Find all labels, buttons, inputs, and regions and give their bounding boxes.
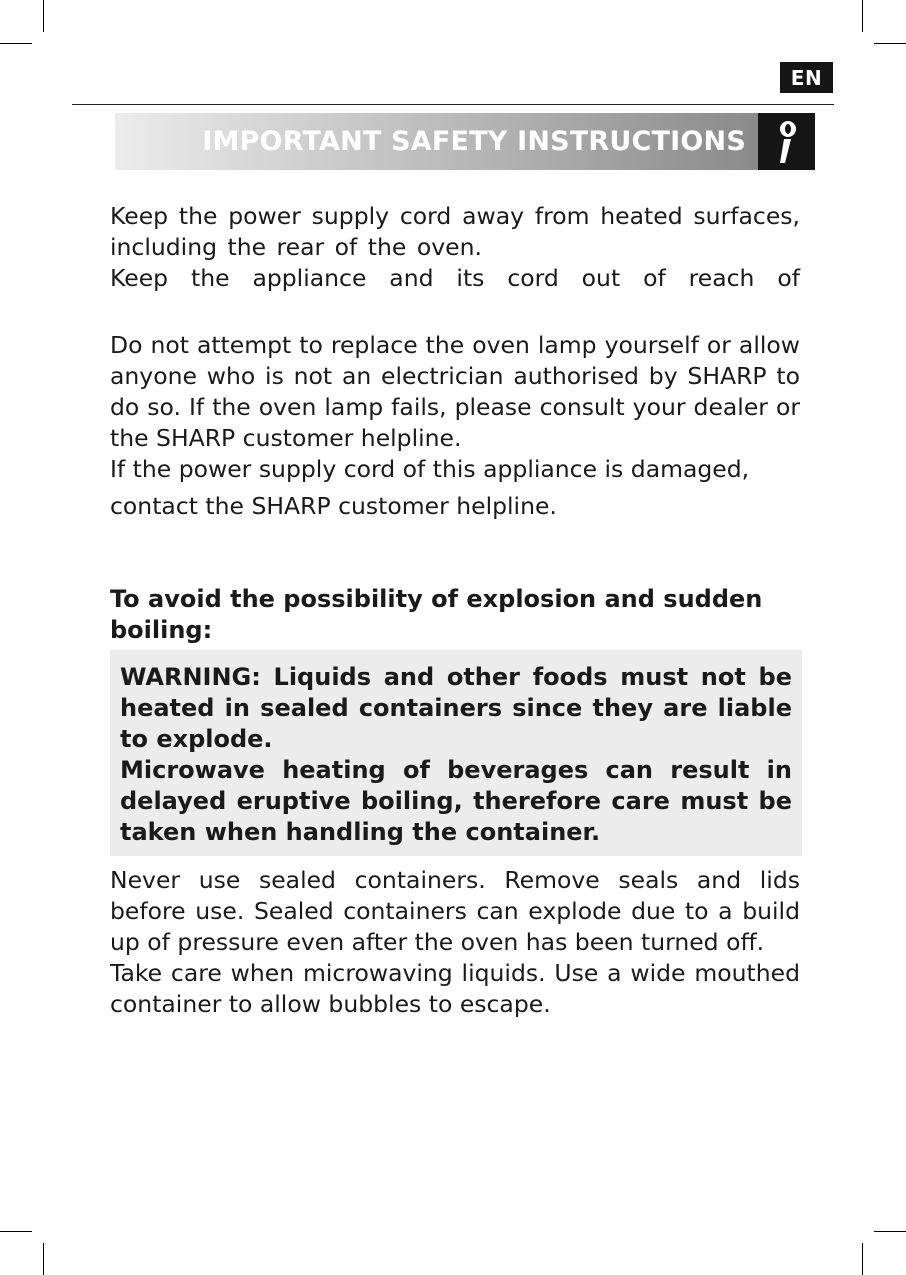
header-divider	[72, 104, 834, 105]
crop-mark-top-left-h	[0, 43, 32, 44]
crop-mark-bottom-left-h	[0, 1231, 32, 1232]
section-banner	[115, 113, 758, 170]
cord-safety-block	[110, 201, 800, 294]
info-icon-glyph	[772, 119, 802, 165]
crop-mark-top-right-v	[862, 0, 863, 32]
warning-eruptive-boiling: Microwave heating of beverages can result in delayed eruptive boiling, therefore care must be taken when handling the container.	[120, 756, 792, 846]
language-badge: EN	[780, 62, 833, 93]
paragraph-oven-lamp: Do not attempt to replace the oven lamp yourself or allow anyone who is not an electrician authorised by SHARP to do so. If the oven lamp fails, please consult your dealer or the SHARP customer helpline.	[110, 331, 800, 452]
container-safety-block	[110, 865, 800, 1020]
warning-sealed-containers: WARNING: Liquids and other foods must not be heated in sealed containers since they are liable to explode.	[120, 663, 792, 753]
section-title: IMPORTANT SAFETY INSTRUCTIONS	[202, 126, 746, 157]
explosion-heading: To avoid the possibility of explosion and sudden boiling:	[110, 585, 763, 644]
warning-box	[110, 650, 802, 856]
crop-mark-top-right-h	[874, 43, 906, 44]
crop-mark-bottom-left-v	[43, 1243, 44, 1275]
paragraph-out-of-reach: Keep the appliance and its cord out of reach of	[110, 264, 800, 292]
paragraph-cord-away: Keep the power supply cord away from heated surfaces, including the rear of the oven.	[110, 202, 800, 261]
lamp-safety-block	[110, 330, 800, 522]
paragraph-cord-damaged: If the power supply cord of this appliance is damaged,	[110, 455, 750, 483]
paragraph-contact-helpline: contact the SHARP customer helpline.	[110, 492, 557, 520]
paragraph-sealed-containers: Never use sealed containers. Remove seals and lids before use. Sealed containers can explode due to a build up of pressure even after the oven has been turned off.	[110, 866, 800, 956]
info-icon	[758, 113, 815, 170]
crop-mark-bottom-right-v	[862, 1243, 863, 1275]
paragraph-microwaving-liquids: Take care when microwaving liquids. Use a wide mouthed container to allow bubbles to escape.	[110, 959, 800, 1018]
crop-mark-top-left-v	[43, 0, 44, 32]
crop-mark-bottom-right-h	[874, 1231, 906, 1232]
